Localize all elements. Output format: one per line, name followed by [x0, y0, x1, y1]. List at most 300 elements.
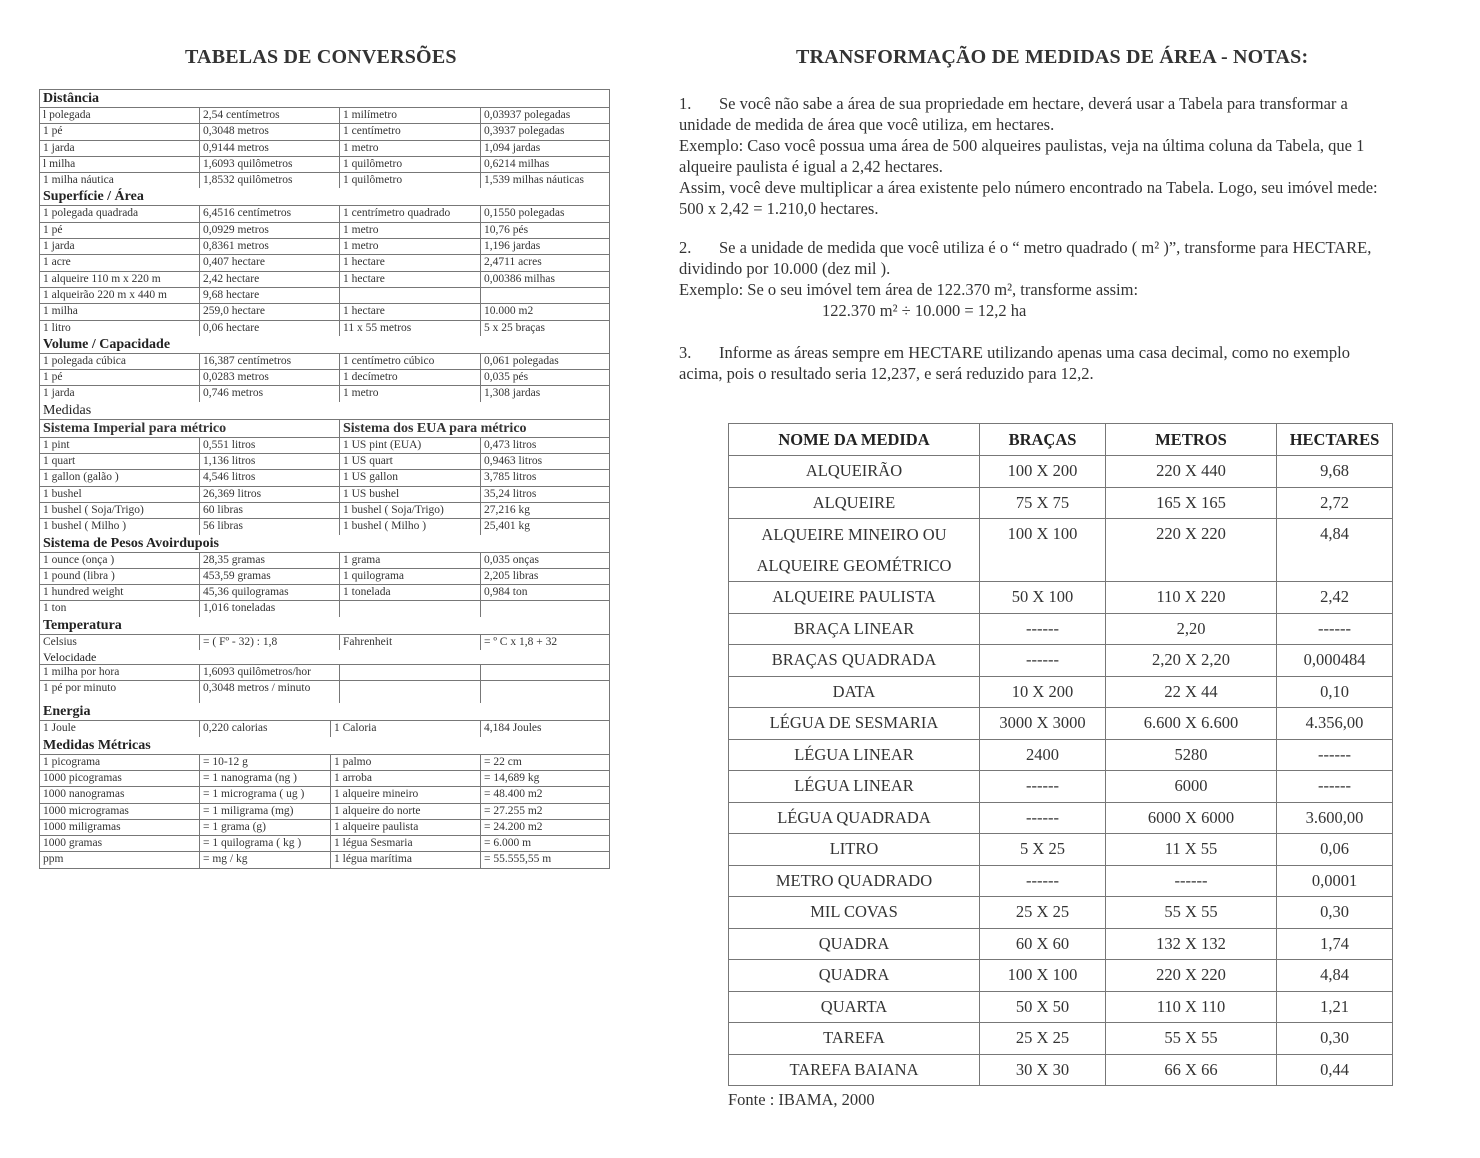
table-cell: 1 bushel — [40, 487, 200, 502]
table-cell: 110 X 220 — [1106, 582, 1277, 614]
note-formula: 122.370 m² ÷ 10.000 = 12,2 ha — [822, 301, 1027, 320]
table-cell: 0,061 polegadas — [484, 354, 559, 367]
table-cell: 0,984 ton — [484, 586, 528, 599]
table-row — [40, 173, 609, 188]
table-cell: 0,9144 metros — [200, 141, 340, 156]
table-row — [40, 635, 609, 650]
table-cell: 66 X 66 — [1106, 1054, 1277, 1086]
table-cell: 1 pé por minuto — [40, 681, 200, 703]
table-cell: 11 X 55 — [1106, 834, 1277, 866]
table-cell: QUARTA — [729, 991, 980, 1023]
table-row — [40, 681, 609, 703]
table-cell: = 1 miligrama (mg) — [200, 804, 331, 819]
column-header-nome: NOME DA MEDIDA — [729, 424, 980, 456]
table-cell: = 22 cm — [484, 755, 522, 768]
table-cell: QUADRA — [729, 960, 980, 992]
table-cell: 2,42 hectare — [200, 272, 340, 287]
table-cell: 1 pé — [40, 124, 200, 139]
table-cell: 75 X 75 — [980, 487, 1106, 519]
table-cell: Fahrenheit — [340, 635, 481, 650]
note-line: Se você não sabe a área de sua propriedade em hectare, deverá usar a Tabela para transformar a — [719, 94, 1348, 113]
table-row — [40, 141, 609, 157]
table-cell: 1,196 jardas — [484, 240, 541, 253]
table-cell: 3000 X 3000 — [980, 708, 1106, 740]
table-row — [729, 456, 1393, 488]
table-cell: ------ — [980, 771, 1106, 803]
table-cell: 0,035 onças — [484, 553, 539, 566]
table-cell: TAREFA — [729, 1023, 980, 1055]
table-cell: BRAÇAS QUADRADA — [729, 645, 980, 677]
table-cell: 2,42 — [1277, 582, 1393, 614]
table-cell: = 1 micrograma ( ug ) — [200, 787, 331, 802]
table-cell: 50 X 100 — [980, 582, 1106, 614]
table-cell: 55 X 55 — [1106, 1023, 1277, 1055]
table-cell: 2,20 X 2,20 — [1106, 645, 1277, 677]
table-cell: 220 X 440 — [1106, 456, 1277, 488]
table-row — [40, 272, 609, 288]
table-cell: 100 X 100 — [980, 519, 1106, 582]
table-cell — [340, 681, 481, 703]
table-cell: 1 US bushel — [340, 487, 481, 502]
table-row — [40, 354, 609, 370]
table-cell: 0,746 metros — [200, 386, 340, 401]
table-cell: 0,6214 milhas — [484, 157, 550, 170]
conversion-tables-title: TABELAS DE CONVERSÕES — [185, 46, 457, 68]
table-cell: 5 X 25 — [980, 834, 1106, 866]
table-cell: 1000 nanogramas — [40, 787, 200, 802]
table-cell: DATA — [729, 676, 980, 708]
table-cell: 30 X 30 — [980, 1054, 1106, 1086]
table-cell: ALQUEIRE MINEIRO OU ALQUEIRE GEOMÉTRICO — [729, 519, 980, 582]
table-cell: 11 x 55 metros — [340, 321, 481, 336]
table-cell: 1 centímetro — [340, 124, 481, 139]
table-cell: 16,387 centímetros — [200, 354, 340, 369]
table-cell: 2400 — [980, 739, 1106, 771]
table-cell: 3.600,00 — [1277, 802, 1393, 834]
table-cell: 1,094 jardas — [484, 141, 541, 154]
table-cell: 1,6093 quilômetros — [200, 157, 340, 172]
table-cell: 0,1550 polegadas — [484, 207, 565, 220]
table-cell: 1 arroba — [331, 771, 481, 786]
table-cell: 1 palmo — [331, 755, 481, 770]
table-row — [40, 206, 609, 222]
table-cell: 1 bushel ( Milho ) — [40, 519, 200, 534]
table-cell: 0,0001 — [1277, 865, 1393, 897]
table-cell — [340, 665, 481, 680]
table-cell: 1,539 milhas náuticas — [484, 174, 584, 187]
table-cell: ------ — [1277, 613, 1393, 645]
table-row — [40, 820, 609, 836]
table-row — [729, 771, 1393, 803]
table-cell: 0,473 litros — [484, 438, 537, 451]
table-cell: l milha — [40, 157, 200, 172]
table-row — [40, 239, 609, 255]
table-cell: 453,59 gramas — [200, 569, 340, 584]
table-row — [729, 582, 1393, 614]
table-cell: 6000 X 6000 — [1106, 802, 1277, 834]
table-header-row — [729, 424, 1393, 456]
table-row — [40, 487, 609, 503]
table-row — [729, 991, 1393, 1023]
table-cell: 5 x 25 braças — [484, 321, 545, 334]
section-heading-velocidade: Velocidade — [40, 650, 609, 665]
table-cell: = 48.400 m2 — [484, 788, 543, 801]
note-line: alqueire paulista é igual a 2,42 hectares. — [679, 157, 943, 176]
table-cell: 2,205 libras — [484, 569, 539, 582]
table-cell: 4,84 — [1277, 960, 1393, 992]
table-row — [729, 834, 1393, 866]
table-cell: 6.600 X 6.600 — [1106, 708, 1277, 740]
table-cell: 165 X 165 — [1106, 487, 1277, 519]
table-cell: ------ — [980, 613, 1106, 645]
table-cell: LÉGUA QUADRADA — [729, 802, 980, 834]
table-cell: = 1 grama (g) — [200, 820, 331, 835]
table-row — [40, 804, 609, 820]
table-cell: 28,35 gramas — [200, 553, 340, 568]
table-cell: 0,0929 metros — [200, 223, 340, 238]
table-cell: 1 bushel ( Milho ) — [340, 519, 481, 534]
table-cell: 1 jarda — [40, 386, 200, 401]
table-cell: ------ — [980, 645, 1106, 677]
table-cell: TAREFA BAIANA — [729, 1054, 980, 1086]
table-row — [729, 519, 1393, 582]
table-row — [729, 928, 1393, 960]
table-cell: 1,136 litros — [200, 454, 340, 469]
table-row — [40, 771, 609, 787]
table-cell: 10 X 200 — [980, 676, 1106, 708]
table-cell: 1 légua Sesmaria — [331, 836, 481, 851]
table-cell: 0,06 — [1277, 834, 1393, 866]
note-line: acima, pois o resultado seria 12,237, e será reduzido para 12,2. — [679, 364, 1094, 383]
table-cell: Celsius — [40, 635, 200, 650]
table-row — [40, 108, 609, 124]
table-cell: = 14,689 kg — [484, 771, 540, 784]
table-cell: = ( Fº - 32) : 1,8 — [200, 635, 340, 650]
table-cell: = 55.555,55 m — [484, 853, 552, 866]
table-cell: 4,184 Joules — [484, 722, 542, 735]
table-row — [729, 487, 1393, 519]
table-row — [40, 569, 609, 585]
table-cell: 4.356,00 — [1277, 708, 1393, 740]
column-header-metros: METROS — [1106, 424, 1277, 456]
table-cell: 1 US quart — [340, 454, 481, 469]
table-row — [40, 836, 609, 852]
column-header-hectares: HECTARES — [1277, 424, 1393, 456]
table-row — [40, 321, 609, 336]
us-system-heading: Sistema dos EUA para métrico — [343, 420, 527, 436]
table-cell: 1 hectare — [340, 272, 481, 287]
table-row — [40, 601, 609, 616]
note-line: Informe as áreas sempre em HECTARE utilizando apenas uma casa decimal, como no exemplo — [719, 343, 1350, 362]
table-cell: 1 milha por hora — [40, 665, 200, 680]
table-cell: 22 X 44 — [1106, 676, 1277, 708]
table-row — [729, 802, 1393, 834]
table-row — [40, 665, 609, 681]
table-row — [40, 519, 609, 534]
table-cell: 1 pé — [40, 370, 200, 385]
note-line: unidade de medida de área que você utiliza, em hectares. — [679, 115, 1055, 134]
table-cell: 1 alqueire 110 m x 220 m — [40, 272, 200, 287]
table-row — [40, 470, 609, 486]
table-cell: 25,401 kg — [484, 520, 530, 533]
table-cell: 0,220 calorias — [200, 721, 331, 736]
section-heading-distancia: Distância — [40, 90, 609, 108]
table-cell: 1 quilômetro — [340, 157, 481, 172]
section-heading-metricas: Medidas Métricas — [40, 737, 609, 755]
table-cell: 0,0283 metros — [200, 370, 340, 385]
table-cell: 1 tonelada — [340, 585, 481, 600]
table-cell: = mg / kg — [200, 852, 331, 867]
note-line: Assim, você deve multiplicar a área existente pelo número encontrado na Tabela. Logo, seu imóvel mede: — [679, 178, 1378, 197]
table-row — [40, 255, 609, 271]
table-cell: BRAÇA LINEAR — [729, 613, 980, 645]
table-cell: 2,72 — [1277, 487, 1393, 519]
table-cell: 1 hectare — [340, 304, 481, 319]
table-cell: ppm — [40, 852, 200, 867]
section-heading-medidas: Medidas — [40, 402, 609, 420]
section-heading-temperatura: Temperatura — [40, 617, 609, 635]
table-row — [40, 503, 609, 519]
table-cell: 1 ounce (onça ) — [40, 553, 200, 568]
table-cell: ALQUEIRE PAULISTA — [729, 582, 980, 614]
table-cell: 1 bushel ( Soja/Trigo) — [340, 503, 481, 518]
table-row — [40, 585, 609, 601]
table-cell: 1,74 — [1277, 928, 1393, 960]
table-cell: 220 X 220 — [1106, 960, 1277, 992]
table-cell: 1 hundred weight — [40, 585, 200, 600]
table-cell: 1 quilograma — [340, 569, 481, 584]
table-cell: 1 alqueire paulista — [331, 820, 481, 835]
table-cell: = º C x 1,8 + 32 — [484, 635, 558, 648]
table-cell: l polegada — [40, 108, 200, 123]
table-cell: 220 X 220 — [1106, 519, 1277, 582]
table-cell: 1,8532 quilômetros — [200, 173, 340, 188]
table-row — [729, 1054, 1393, 1086]
table-row — [40, 438, 609, 454]
table-cell — [340, 288, 481, 303]
table-cell: 1 Joule — [40, 721, 200, 736]
table-cell: 1 ton — [40, 601, 200, 616]
area-measures-table — [728, 423, 1393, 1086]
table-cell: 5280 — [1106, 739, 1277, 771]
table-cell: 1 metro — [340, 239, 481, 254]
table-cell: 0,44 — [1277, 1054, 1393, 1086]
table-cell: 1 US pint (EUA) — [340, 438, 481, 453]
table-row — [40, 755, 609, 771]
note-line: Exemplo: Caso você possua uma área de 500 alqueires paulistas, veja na última coluna da Tabela, que 1 — [679, 136, 1365, 155]
table-cell: 0,06 hectare — [200, 321, 340, 336]
table-cell — [481, 681, 609, 703]
note-2 — [679, 237, 1439, 321]
table-cell: 27,216 kg — [484, 503, 530, 516]
table-cell: 6000 — [1106, 771, 1277, 803]
table-cell: ------ — [1106, 865, 1277, 897]
table-cell — [481, 601, 609, 616]
table-cell: 1000 picogramas — [40, 771, 200, 786]
table-row — [40, 370, 609, 386]
table-row — [729, 645, 1393, 677]
system-headings-row — [40, 420, 609, 438]
table-cell: MIL COVAS — [729, 897, 980, 929]
table-cell: 1 milha náutica — [40, 173, 200, 188]
table-cell: 1 bushel ( Soja/Trigo) — [40, 503, 200, 518]
conversion-table — [39, 89, 610, 869]
table-cell: 0,10 — [1277, 676, 1393, 708]
table-cell: 1 pé — [40, 223, 200, 238]
section-heading-pesos: Sistema de Pesos Avoirdupois — [40, 535, 609, 553]
table-cell: 4,84 — [1277, 519, 1393, 582]
table-cell — [340, 601, 481, 616]
table-cell: 1 quilômetro — [340, 173, 481, 188]
table-cell: 1 metro — [340, 223, 481, 238]
table-cell: ------ — [980, 802, 1106, 834]
table-cell: 1000 microgramas — [40, 804, 200, 819]
table-cell: 26,369 litros — [200, 487, 340, 502]
table-cell — [481, 288, 609, 303]
note-line: 500 x 2,42 = 1.210,0 hectares. — [679, 199, 879, 218]
table-cell: 9,68 — [1277, 456, 1393, 488]
table-row — [729, 865, 1393, 897]
table-cell: 35,24 litros — [484, 487, 537, 500]
table-cell: 100 X 200 — [980, 456, 1106, 488]
table-cell: 60 libras — [200, 503, 340, 518]
table-cell: 1,6093 quilômetros/hor — [200, 665, 340, 680]
section-heading-volume: Volume / Capacidade — [40, 336, 609, 354]
table-row — [729, 739, 1393, 771]
table-cell: 0,3937 polegadas — [484, 125, 565, 138]
table-cell: ALQUEIRÃO — [729, 456, 980, 488]
table-cell: 0,035 pés — [484, 371, 529, 384]
table-cell: 1 alqueire mineiro — [331, 787, 481, 802]
note-3 — [679, 342, 1439, 384]
table-cell: 0,407 hectare — [200, 255, 340, 270]
table-cell: = 27.255 m2 — [484, 804, 543, 817]
table-cell: 0,3048 metros / minuto — [200, 681, 340, 703]
table-row — [40, 787, 609, 803]
table-cell: = 6.000 m — [484, 837, 532, 850]
table-cell: 0,30 — [1277, 897, 1393, 929]
table-row — [40, 553, 609, 569]
table-cell: 1 hectare — [340, 255, 481, 270]
table-cell: 4,546 litros — [200, 470, 340, 485]
table-cell — [481, 665, 609, 680]
table-cell: 1 pound (libra ) — [40, 569, 200, 584]
table-row — [729, 708, 1393, 740]
table-cell: 1 litro — [40, 321, 200, 336]
table-cell: 100 X 100 — [980, 960, 1106, 992]
note-1 — [679, 93, 1439, 219]
table-cell: = 10-12 g — [200, 755, 331, 770]
table-cell: LÉGUA DE SESMARIA — [729, 708, 980, 740]
table-cell: 1 Caloria — [331, 721, 481, 736]
table-row — [40, 386, 609, 401]
table-cell: 1 centrímetro quadrado — [340, 206, 481, 221]
table-cell: 0,551 litros — [200, 438, 340, 453]
table-cell: LITRO — [729, 834, 980, 866]
table-cell: LÉGUA LINEAR — [729, 771, 980, 803]
note-line: Exemplo: Se o seu imóvel tem área de 122.370 m², transforme assim: — [679, 280, 1139, 299]
table-cell: 0,03937 polegadas — [484, 109, 571, 121]
section-heading-energia: Energia — [40, 703, 609, 721]
table-cell: = 24.200 m2 — [484, 820, 543, 833]
table-cell: ------ — [980, 865, 1106, 897]
table-row — [729, 613, 1393, 645]
table-cell: QUADRA — [729, 928, 980, 960]
table-cell: 1 metro — [340, 141, 481, 156]
table-row — [729, 897, 1393, 929]
table-cell: 1 picograma — [40, 755, 200, 770]
table-cell: 10.000 m2 — [484, 305, 534, 318]
table-row — [40, 852, 609, 867]
table-cell: 3,785 litros — [484, 471, 537, 484]
table-cell: 0,30 — [1277, 1023, 1393, 1055]
section-heading-superficie: Superfície / Área — [40, 188, 609, 206]
table-cell: 25 X 25 — [980, 897, 1106, 929]
table-cell: 56 libras — [200, 519, 340, 534]
table-cell: 1 polegada cúbica — [40, 354, 200, 369]
table-cell: 1 alqueire do norte — [331, 804, 481, 819]
table-cell: 45,36 quilogramas — [200, 585, 340, 600]
table-cell: 0,000484 — [1277, 645, 1393, 677]
table-cell: 9,68 hectare — [200, 288, 340, 303]
table-row — [729, 1023, 1393, 1055]
table-cell: 1 decímetro — [340, 370, 481, 385]
table-cell: 1000 gramas — [40, 836, 200, 851]
table-cell: = 1 nanograma (ng ) — [200, 771, 331, 786]
table-cell: 1 grama — [340, 553, 481, 568]
note-line: Se a unidade de medida que você utiliza é o “ metro quadrado ( m² )”, transforme para HECTARE, — [719, 238, 1372, 257]
table-cell: 0,8361 metros — [200, 239, 340, 254]
table-cell: ------ — [1277, 739, 1393, 771]
table-cell: 1000 miligramas — [40, 820, 200, 835]
table-cell: 55 X 55 — [1106, 897, 1277, 929]
note-number: 1. — [679, 94, 692, 113]
column-header-bracas: BRAÇAS — [980, 424, 1106, 456]
table-cell: 1 quart — [40, 454, 200, 469]
table-cell: 25 X 25 — [980, 1023, 1106, 1055]
table-row — [40, 124, 609, 140]
table-row — [729, 960, 1393, 992]
area-notes-title: TRANSFORMAÇÃO DE MEDIDAS DE ÁREA - NOTAS: — [796, 46, 1309, 68]
table-cell: 1 alqueirão 220 m x 440 m — [40, 288, 200, 303]
table-row — [40, 304, 609, 320]
table-cell: 1 pint — [40, 438, 200, 453]
table-cell: 10,76 pés — [484, 223, 529, 236]
table-cell: 50 X 50 — [980, 991, 1106, 1023]
table-row — [40, 454, 609, 470]
table-cell: 132 X 132 — [1106, 928, 1277, 960]
table-cell: 259,0 hectare — [200, 304, 340, 319]
note-number: 2. — [679, 238, 692, 257]
table-cell: 1 milha — [40, 304, 200, 319]
table-cell: 1,016 toneladas — [200, 601, 340, 616]
table-row — [40, 288, 609, 304]
table-cell: LÉGUA LINEAR — [729, 739, 980, 771]
table-cell: 1 milímetro — [340, 108, 481, 123]
table-cell: 1 centímetro cúbico — [340, 354, 481, 369]
table-cell: ALQUEIRE — [729, 487, 980, 519]
note-number: 3. — [679, 343, 692, 362]
table-cell: 0,9463 litros — [484, 455, 543, 468]
table-cell: 110 X 110 — [1106, 991, 1277, 1023]
table-cell: 0,00386 milhas — [484, 272, 555, 285]
table-cell: 1 gallon (galão ) — [40, 470, 200, 485]
table-row — [40, 223, 609, 239]
table-cell: 2,20 — [1106, 613, 1277, 645]
table-cell: METRO QUADRADO — [729, 865, 980, 897]
table-cell: 6,4516 centímetros — [200, 206, 340, 221]
table-cell: 2,54 centímetros — [200, 108, 340, 123]
